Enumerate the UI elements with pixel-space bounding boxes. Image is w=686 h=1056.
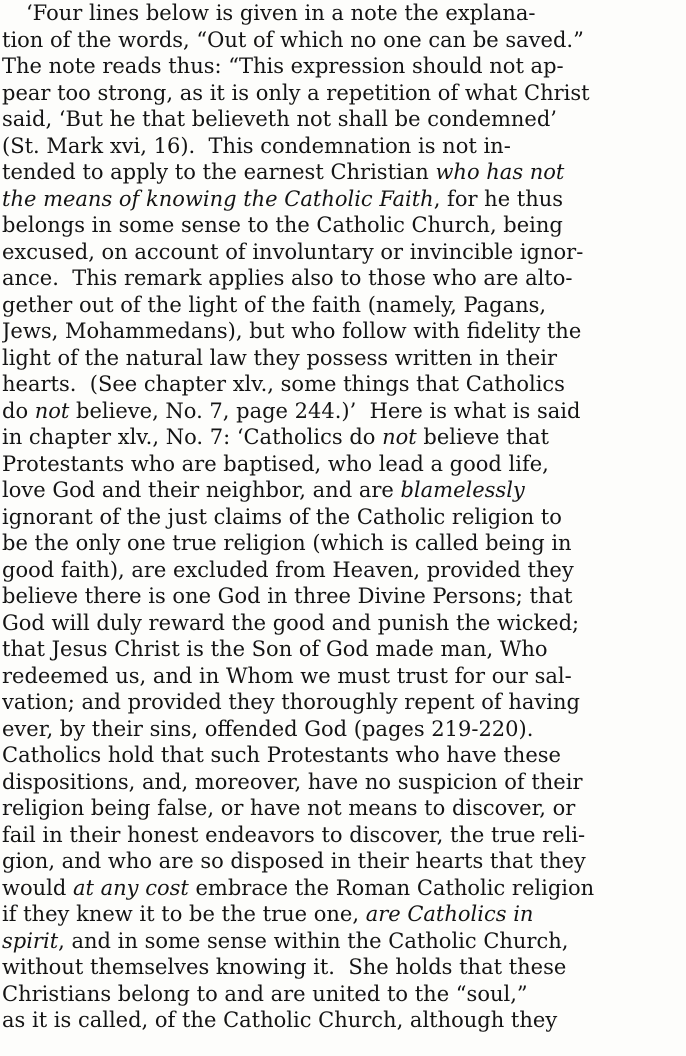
text-line xyxy=(2,398,686,425)
text-segment: without themselves knowing it. She holds that these xyxy=(2,955,567,979)
text-segment: believe there is one God in three Divine Persons; that xyxy=(2,584,573,608)
text-segment: tion of the words, “Out of which no one can be saved.” xyxy=(2,27,584,52)
text-line xyxy=(2,742,686,769)
text-segment: would xyxy=(2,875,73,900)
text-line xyxy=(2,557,686,584)
text-line xyxy=(2,0,686,27)
text-line xyxy=(2,292,686,319)
text-segment: ance. This remark applies also to those who are alto- xyxy=(2,266,573,290)
italic-text-segment: are Catholics in xyxy=(365,902,534,926)
text-line xyxy=(2,106,686,133)
text-line xyxy=(2,159,686,186)
text-segment: as it is called, of the Catholic Church, although they xyxy=(2,1008,558,1032)
text-line xyxy=(2,239,686,266)
text-segment: tended to apply to the earnest Christian xyxy=(2,160,436,184)
text-segment: gion, and who are so disposed in their hearts that they xyxy=(2,849,586,873)
text-segment: fail in their honest endeavors to discover, the true reli- xyxy=(2,822,586,847)
text-segment: said, ‘But he that believeth not shall be condemned’ xyxy=(2,107,557,131)
italic-text-segment: who has not xyxy=(435,160,565,184)
text-segment: believe, No. 7, page 244.)’ Here is what is said xyxy=(69,398,581,423)
text-segment: love God and their neighbor, and are xyxy=(2,478,401,502)
text-line xyxy=(2,451,686,478)
text-segment: be the only one true religion (which is called being in xyxy=(2,531,572,555)
text-line xyxy=(2,795,686,822)
text-line xyxy=(2,901,686,928)
text-segment: , and in some sense within the Catholic Church, xyxy=(58,928,569,953)
text-line xyxy=(2,583,686,610)
text-line xyxy=(2,186,686,213)
italic-text-segment: at any cost xyxy=(72,875,189,900)
text-line xyxy=(2,53,686,80)
text-segment: excused, on account of involuntary or invincible ignor- xyxy=(2,239,584,264)
text-segment: Jews, Mohammedans), but who follow with fidelity the xyxy=(2,319,582,343)
text-segment: God will duly reward the good and punish the wicked; xyxy=(2,610,580,635)
text-segment: Protestants who are baptised, who lead a good life, xyxy=(2,451,549,476)
text-line xyxy=(2,822,686,849)
text-line xyxy=(2,371,686,398)
text-line xyxy=(2,928,686,955)
text-line xyxy=(2,769,686,796)
text-segment: in chapter xlv., No. 7: ‘Catholics do xyxy=(2,425,383,449)
text-line xyxy=(2,424,686,451)
text-segment: The note reads thus: “This expression should not ap- xyxy=(2,54,564,78)
text-line xyxy=(2,848,686,875)
text-segment: that Jesus Christ is the Son of God made man, Who xyxy=(2,637,548,661)
italic-text-segment: not xyxy=(382,425,417,449)
text-segment: religion being false, or have not means to discover, or xyxy=(2,796,576,820)
body-text xyxy=(2,0,686,1034)
text-line xyxy=(2,345,686,372)
text-segment: , for he thus xyxy=(433,186,564,211)
text-line xyxy=(2,875,686,902)
text-line xyxy=(2,318,686,345)
text-segment: redeemed us, and in Whom we must trust for our sal- xyxy=(2,663,572,688)
text-line xyxy=(2,981,686,1008)
text-line xyxy=(2,716,686,743)
text-segment: Christians belong to and are united to the “soul,” xyxy=(2,981,528,1006)
text-segment: pear too strong, as it is only a repetition of what Christ xyxy=(2,80,590,105)
text-segment: if they knew it to be the true one, xyxy=(2,902,366,926)
text-segment: light of the natural law they possess written in their xyxy=(2,345,558,370)
text-line xyxy=(2,504,686,531)
text-segment: hearts. (See chapter xlv., some things that Catholics xyxy=(2,372,565,396)
text-segment: ignorant of the just claims of the Catholic religion to xyxy=(2,504,562,529)
text-line xyxy=(2,133,686,160)
text-segment: believe that xyxy=(416,425,549,449)
text-segment: good faith), are excluded from Heaven, provided they xyxy=(2,557,574,582)
text-line xyxy=(2,689,686,716)
text-line xyxy=(2,610,686,637)
text-line xyxy=(2,477,686,504)
italic-text-segment: the means of knowing the Catholic Faith xyxy=(2,186,434,211)
text-segment: dispositions, and, moreover, have no suspicion of their xyxy=(2,769,583,794)
text-segment: ‘Four lines below is given in a note the explana- xyxy=(26,1,536,25)
text-line xyxy=(2,27,686,54)
text-segment: (St. Mark xvi, 16). This condemnation is not in- xyxy=(2,133,511,158)
text-line xyxy=(2,265,686,292)
text-segment: belongs in some sense to the Catholic Church, being xyxy=(2,213,563,237)
text-line xyxy=(2,530,686,557)
text-line xyxy=(2,1007,686,1034)
text-line xyxy=(2,954,686,981)
text-segment: gether out of the light of the faith (namely, Pagans, xyxy=(2,292,547,317)
text-segment: Catholics hold that such Protestants who have these xyxy=(2,743,561,767)
text-segment: vation; and provided they thoroughly repent of having xyxy=(2,690,580,714)
italic-text-segment: spirit xyxy=(2,928,59,953)
text-segment: embrace the Roman Catholic religion xyxy=(188,875,595,900)
text-line xyxy=(2,636,686,663)
text-segment: do xyxy=(2,398,35,423)
italic-text-segment: blamelessly xyxy=(400,478,525,502)
text-line xyxy=(2,663,686,690)
italic-text-segment: not xyxy=(34,398,70,423)
text-line xyxy=(2,212,686,239)
text-line xyxy=(2,80,686,107)
text-segment: ever, by their sins, offended God (pages 219-220). xyxy=(2,716,534,741)
